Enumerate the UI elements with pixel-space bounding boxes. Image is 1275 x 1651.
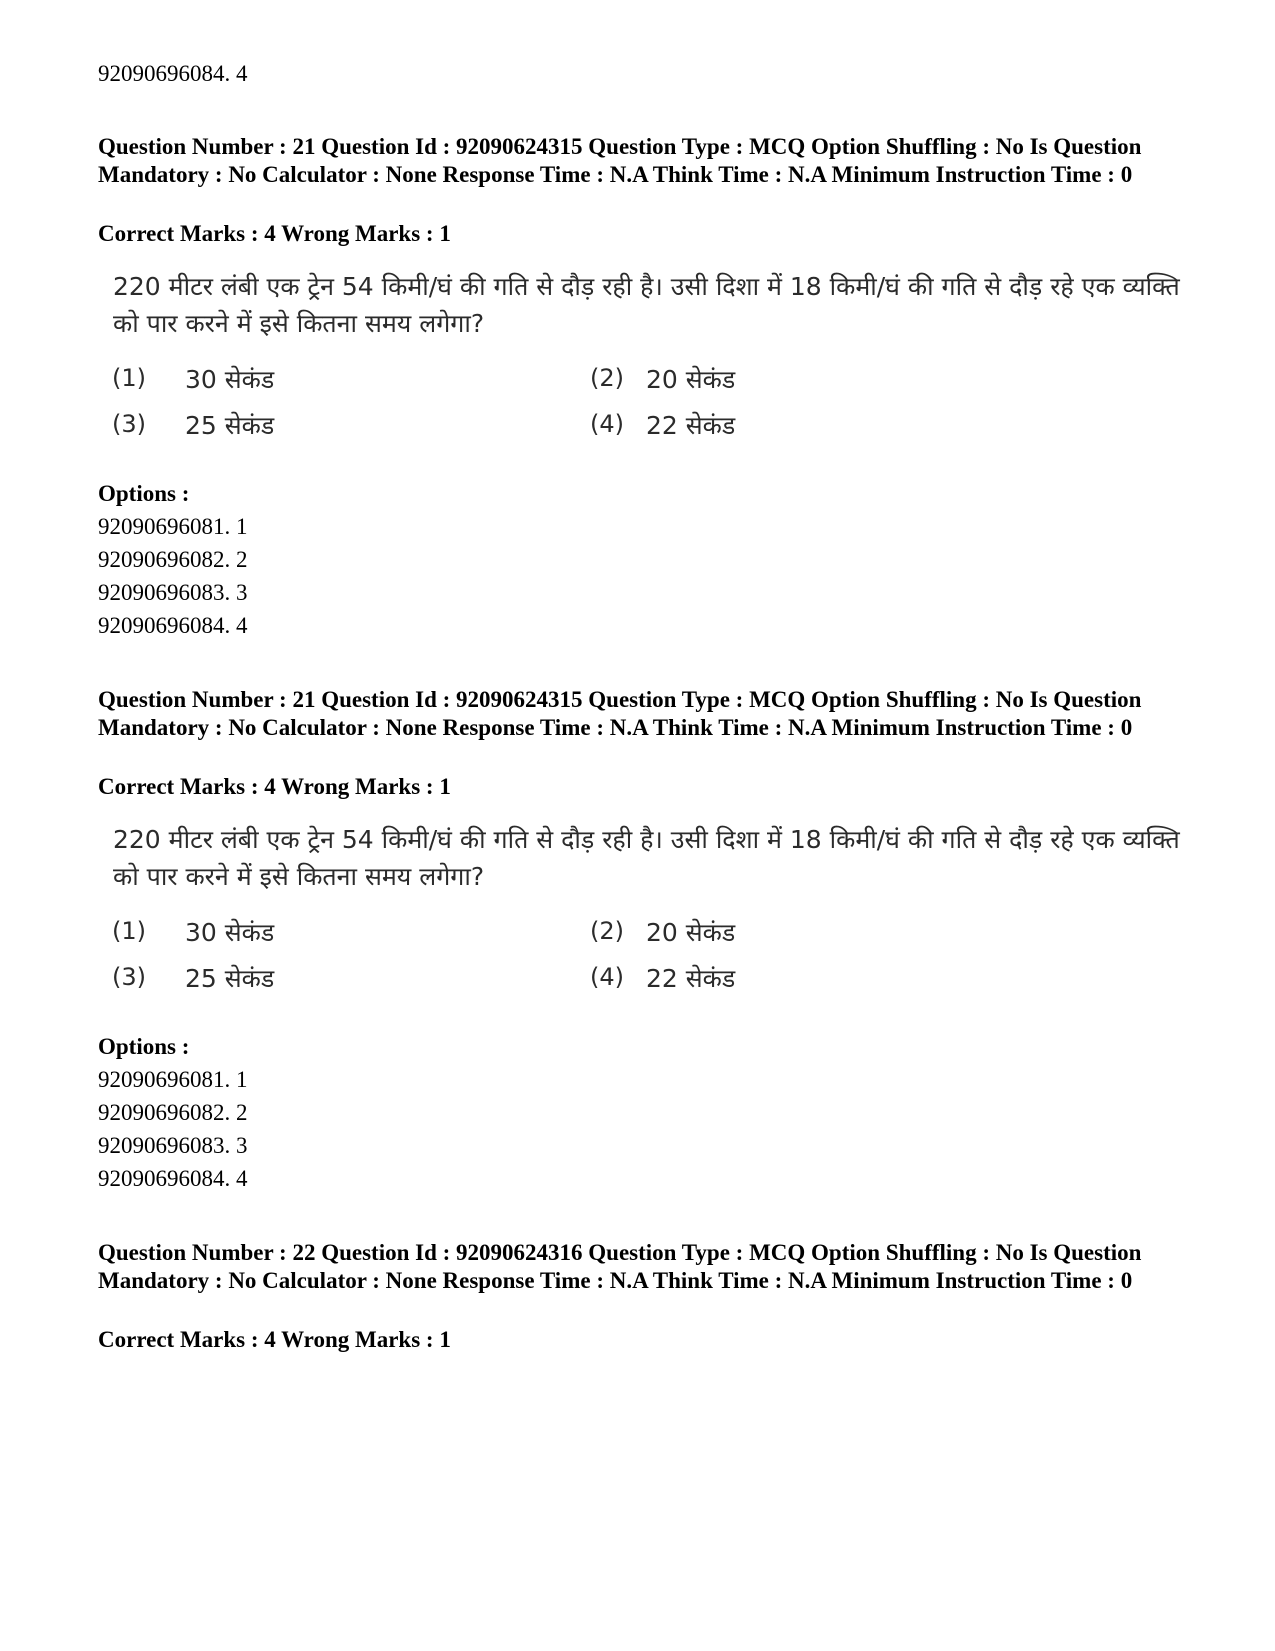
choice-4-number: (4) — [590, 410, 624, 438]
option-line: 92090696081. 1 — [98, 514, 248, 539]
question-22-marks: Correct Marks : 4 Wrong Marks : 1 — [98, 1327, 451, 1352]
choice-2-text: 20 सेकंड — [646, 918, 736, 947]
choice-2-text: 20 सेकंड — [646, 365, 736, 394]
question-21-repeat-text: 220 मीटर लंबी एक ट्रेन 54 किमी/घं की गति से दौड़ रही है। उसी दिशा में 18 किमी/घं की गति से दौड़ रहे एक व्यक्ति को पार करने में इसे कितना समय लगेगा? — [113, 825, 1180, 891]
question-21-text: 220 मीटर लंबी एक ट्रेन 54 किमी/घं की गति से दौड़ रही है। उसी दिशा में 18 किमी/घं की गति से दौड़ रहे एक व्यक्ति को पार करने में इसे कितना समय लगेगा? — [113, 272, 1180, 338]
option-line: 92090696082. 2 — [98, 547, 248, 572]
choice-1-number: (1) — [112, 364, 146, 392]
option-line: 92090696084. 4 — [98, 613, 248, 638]
choice-1-text: 30 सेकंड — [185, 918, 275, 947]
options-label: Options : — [98, 1034, 190, 1059]
choice-2-number: (2) — [590, 364, 624, 392]
option-line: 92090696081. 1 — [98, 1067, 248, 1092]
choice-2-number: (2) — [590, 917, 624, 945]
choice-4-text: 22 सेकंड — [646, 964, 736, 993]
choice-3-text: 25 सेकंड — [185, 411, 275, 440]
question-22-meta: Question Number : 22 Question Id : 92090624316 Question Type : MCQ Option Shuffling : No Is Question Mandatory : No Calculator : None Response Time : N.A Think Time : N.A Minimum Instruction Time : 0 — [98, 1240, 1142, 1293]
choice-1-number: (1) — [112, 917, 146, 945]
question-21-marks: Correct Marks : 4 Wrong Marks : 1 — [98, 221, 451, 246]
option-line: 92090696083. 3 — [98, 580, 248, 605]
choice-3-text: 25 सेकंड — [185, 964, 275, 993]
option-line: 92090696082. 2 — [98, 1100, 248, 1125]
question-21-meta: Question Number : 21 Question Id : 92090624315 Question Type : MCQ Option Shuffling : No Is Question Mandatory : No Calculator : None Response Time : N.A Think Time : N.A Minimum Instruction Time : 0 — [98, 134, 1142, 187]
choice-4-number: (4) — [590, 963, 624, 991]
choice-3-number: (3) — [112, 963, 146, 991]
options-label: Options : — [98, 481, 190, 506]
option-line: 92090696084. 4 — [98, 1166, 248, 1191]
previous-option-line: 92090696084. 4 — [98, 61, 248, 86]
question-21-repeat-marks: Correct Marks : 4 Wrong Marks : 1 — [98, 774, 451, 799]
choice-3-number: (3) — [112, 410, 146, 438]
choice-4-text: 22 सेकंड — [646, 411, 736, 440]
option-line: 92090696083. 3 — [98, 1133, 248, 1158]
question-21-repeat-meta: Question Number : 21 Question Id : 92090624315 Question Type : MCQ Option Shuffling : No Is Question Mandatory : No Calculator : None Response Time : N.A Think Time : N.A Minimum Instruction Time : 0 — [98, 687, 1142, 740]
choice-1-text: 30 सेकंड — [185, 365, 275, 394]
